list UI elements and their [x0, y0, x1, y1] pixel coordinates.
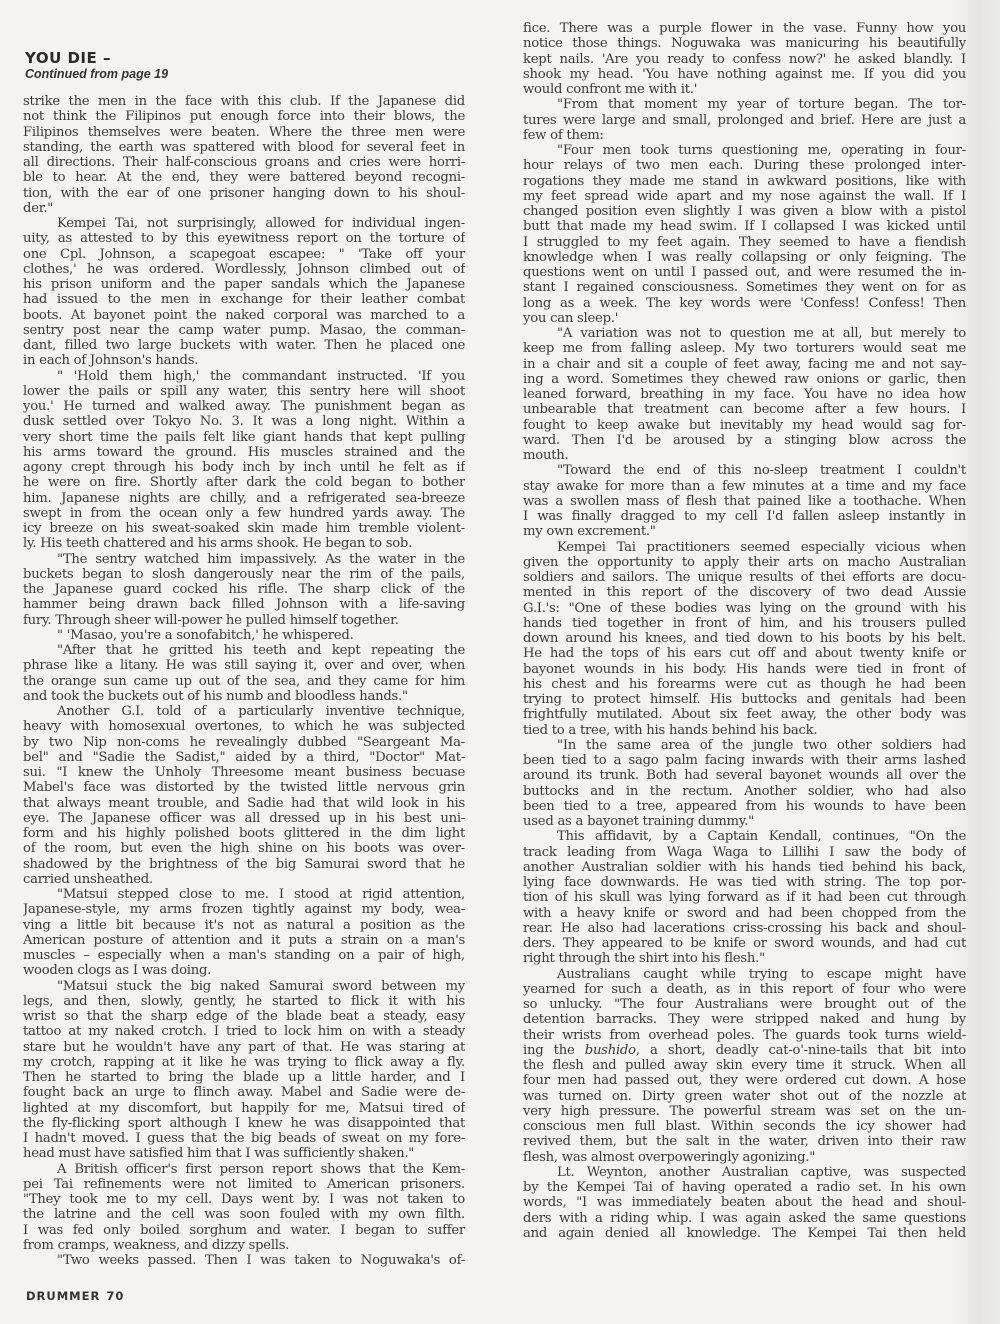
text-line: Lt. Weynton, another Australian captive, was suspected [557, 1164, 966, 1180]
text-line: notice those things. Noguwaka was manicuring his beautifully [523, 36, 966, 52]
text-line: track leading from Waga Waga to Lillihi I saw the body of [523, 844, 966, 860]
text-line: would confront me with it.' [523, 82, 698, 97]
text-line: "After that he gritted his teeth and kept repeating the [57, 643, 465, 658]
text-line: swept in from the ocean only a few hundred yards away. The [23, 505, 465, 521]
text-line: "Toward the end of this no-sleep treatment I couldn't [557, 463, 966, 479]
text-line: " 'Masao, you're a sonofabitch,' he whispered. [57, 627, 354, 643]
text-line: He had the tops of his ears cut off and about twenty knife or [523, 646, 966, 662]
text-line: ing a word. Sometimes they chewed raw onions or garlic, then [523, 371, 966, 387]
text-line: very high pressure. The powerful stream was set on the un- [523, 1103, 966, 1119]
text-line: one Cpl. Johnson, a scapegoat escapee: " 'Take off your [23, 246, 465, 262]
text-line: der." [23, 200, 54, 216]
text-line: he were on fire. Shortly after dark the cold began to bother [23, 475, 465, 491]
text-line: wooden clogs as I was doing. [23, 963, 212, 979]
text-line: few of them: [523, 127, 604, 143]
text-line: sui. "I knew the Unholy Threesome meant business becuase [23, 765, 465, 780]
text-line: unbearable that treatment can become after a few hours. I [523, 402, 966, 418]
text-line: Australians caught while trying to escape might have [557, 966, 966, 982]
text-line: ing the bushido, a short, deadly cat-o'-nine-tails that bit into [523, 1042, 966, 1058]
text-line: their wrists from overhead poles. The guards took turns wield- [523, 1027, 966, 1043]
text-line: so unlucky. "The four Australians were brought out of the [523, 997, 966, 1012]
text-line: phrase like a litany. He was still saying it, over and over, when [23, 658, 465, 674]
text-line: boots. At bayonet point the naked corporal was marched to a [23, 307, 465, 323]
text-line: keep me from falling asleep. My two torturers would seat me [523, 341, 966, 357]
text-line: tures were large and small, prolonged and brief. Here are just a [523, 112, 966, 128]
text-line: fought back an urge to flinch away. Mabel and Sadie were de- [23, 1085, 465, 1101]
text-line: used as a bayonet training dummy." [523, 814, 754, 829]
text-line: conscious men full blast. Within seconds the icy shower had [523, 1119, 966, 1134]
text-line: G.I.'s: "One of these bodies was lying on the ground with his [523, 600, 966, 616]
text-line: "Matsui stepped close to me. I stood at rigid attention, [57, 887, 465, 902]
text-line: given the opportunity to apply their arts on macho Australian [523, 554, 966, 570]
text-line: in a chair and sit a couple of feet away, facing me and not say- [523, 356, 966, 372]
text-line: hands tied together in front of him, and his trousers pulled [523, 615, 966, 631]
text-line: flesh, was almost overpoweringly agonizing." [523, 1149, 816, 1165]
text-line: buttocks and in the rectum. Another soldier, who had also [523, 783, 966, 799]
text-line: clothes,' he was ordered. Wordlessly, Johnson climbed out of [23, 261, 465, 277]
text-line: and again denied all knowledge. The Kempei Tai then held [523, 1225, 966, 1241]
text-line: Kempei Tai practitioners seemed especially vicious when [557, 539, 966, 555]
text-line: I was fed only boiled sorghum and water. I began to suffer [23, 1222, 465, 1238]
text-line: yearned for such a death, as in this report of four who were [523, 981, 966, 997]
text-line: down around his knees, and tied down to his boots by his belt. [523, 631, 966, 646]
publication-name: DRUMMER [26, 1289, 101, 1303]
article-header [25, 50, 168, 82]
article-title: YOU DIE – [25, 49, 111, 67]
text-line: I struggled to my feet again. They seemed to have a fiendish [523, 234, 966, 250]
text-line: from cramps, weakness, and dizzy spells. [23, 1237, 290, 1253]
text-line: mouth. [523, 448, 569, 463]
page-number: 70 [106, 1289, 125, 1303]
text-line: tied to a tree, with his hands behind his back. [523, 722, 818, 738]
text-line: you can sleep.' [523, 310, 619, 326]
text-line: frightfully mutilated. About six feet away, the other body was [523, 707, 966, 723]
text-line: muscles – especially when a man's standing on a pair of high, [23, 948, 465, 963]
text-line: in each of Johnson's hands. [23, 353, 199, 369]
text-line: head must have satisfied him that I was sufficiently shaken." [23, 1146, 415, 1162]
text-line: the orange sun came up out of the sea, and they came for him [23, 673, 465, 689]
text-line: Filipinos themselves were beaten. Where the three men were [23, 124, 465, 140]
text-line: stare but he wouldn't have any part of that. He was staring at [23, 1039, 465, 1055]
continued-from-note: Continued from page 19 [25, 67, 169, 81]
text-line: kept nails. 'Are you ready to confess now?' he asked blandly. I [523, 51, 966, 67]
text-line: Kempei Tai, not surprisingly, allowed for individual ingen- [57, 216, 465, 231]
text-line: shadowed by the brightness of the big Samurai sword that he [23, 856, 465, 872]
text-line: standing, the earth was spattered with blood for several feet in [23, 139, 465, 155]
text-line: my feet spread wide apart and my nose against the wall. If I [523, 188, 966, 204]
text-line: "Four men took turns questioning me, operating in four- [557, 143, 966, 158]
text-line: ders with a riding whip. I was again asked the same questions [523, 1210, 966, 1226]
text-line: Then he started to bring the blade up a little harder, and I [23, 1070, 465, 1085]
text-line: mented in this report of the discovery of two dead Aussie [523, 585, 966, 601]
text-line: not think the Filipinos put enough force into their blows, the [23, 109, 465, 125]
text-line: right through the shirt into his flesh." [523, 951, 765, 967]
text-line: him. Japanese nights are chilly, and a refrigerated sea-breeze [23, 490, 465, 506]
text-line: "A variation was not to question me at all, but merely to [557, 326, 966, 341]
text-line: that always meant trouble, and Sadie had that wild look in his [23, 795, 465, 811]
text-line: another Australian soldier with his hands tied behind his back, [523, 859, 966, 875]
text-line: ward. Then I'd be aroused by a stinging blow across the [523, 432, 966, 448]
text-line: fought to keep awake but inevitably my head would sag for- [523, 417, 966, 433]
text-line: "Two weeks passed. Then I was taken to Noguwaka's of- [57, 1253, 465, 1268]
text-line: by two Nip non-coms he revealingly dubbed "Seargeant Ma- [23, 734, 465, 750]
text-line: questions went on until I passed out, and were resumed the in- [523, 265, 966, 280]
text-line: bel" and "Sadie the Sadist," aided by a third, "Doctor" Mat- [23, 749, 465, 765]
text-line: the latrine and the cell was soon fouled with my own filth. [23, 1207, 465, 1223]
text-line: his chest and his forearms were cut as though he had been [523, 676, 966, 692]
left-column-text [23, 94, 465, 1268]
text-line: form and his highly polished boots glittered in the dim light [23, 826, 465, 841]
text-line: lower the pails or spill any water, this sentry here will shoot [23, 383, 465, 399]
text-line: sentry post near the camp water pump. Masao, the comman- [23, 322, 465, 338]
text-line: the flesh and pulled away skin every time it struck. When all [523, 1058, 966, 1073]
text-line: and took the buckets out of his numb and bloodless hands." [23, 688, 408, 704]
text-line: ders. They appeared to be knife or sword wounds, and had cut [523, 936, 966, 951]
text-line: the Japanese guard cocked his rifle. The sharp click of the [23, 582, 465, 597]
text-line: my own excrement." [523, 524, 656, 540]
text-line: his prison uniform and the paper sandals which the Japanese [23, 277, 465, 292]
text-line: around its trunk. Both had several bayonet wounds all over the [523, 768, 966, 784]
text-line: tion, with the ear of one prisoner hanging down to his shoul- [23, 185, 465, 201]
text-line: This affidavit, by a Captain Kendall, continues, "On the [557, 829, 966, 845]
text-line: ly. His teeth chattered and his arms shook. He began to sob. [23, 536, 413, 552]
text-line: the fly-flicking sport although I knew he was disappointed that [23, 1115, 465, 1131]
text-line: his arms toward the ground. His muscles strained and the [23, 444, 465, 460]
text-line: Mabel's face was distorted by the twisted little nervous grin [23, 780, 465, 796]
text-line: stant I regained consciousness. Sometimes they went on for as [523, 280, 966, 296]
text-line: ving a little bit because it's not as natural a position as the [23, 917, 465, 933]
text-line: knowledge when I was really collapsing or only feigning. The [523, 249, 966, 265]
text-line: leaned forward, breathing in my face. You have no idea how [523, 387, 966, 402]
text-line: dusk settled over Tokyo No. 3. It was a long night. Within a [23, 414, 465, 430]
text-line: lying face downwards. He was tied with string. The top por- [523, 875, 966, 890]
text-line: of the room, but even the high shine on his boots was over- [23, 841, 465, 857]
text-line: butt that made my head swim. If I collapsed I was kicked until [523, 219, 966, 235]
text-line: "From that moment my year of torture began. The tor- [557, 97, 966, 113]
right-column-text [523, 21, 966, 1241]
text-line: "They took me to my cell. Days went by. I was not taken to [23, 1192, 465, 1207]
text-line: was turned on. Dirty green water shot out of the nozzle at [523, 1088, 966, 1104]
text-line: rogations they made me stand in awkward positions, like with [523, 173, 966, 189]
text-line: fice. There was a purple flower in the vase. Funny how you [523, 21, 966, 36]
text-line: buckets began to slosh dangerously near the rim of the pails, [23, 566, 465, 582]
text-line: had issued to the men in exchange for their leather combat [23, 292, 465, 308]
text-line: stay awake for more than a few minutes at a time and my face [523, 478, 966, 494]
page-footer [26, 1289, 124, 1303]
text-line: A British officer's first person report shows that the Kem- [57, 1161, 465, 1177]
text-line: long as a week. The key words were 'Confess! Confess! Then [523, 295, 966, 311]
text-line: fury. Through sheer will-power he pulled himself together. [23, 612, 399, 628]
text-line: I was finally dragged to my cell I'd fallen asleep instantly in [523, 509, 966, 524]
text-line: revived them, but the salt in the water, driven into their raw [523, 1134, 966, 1150]
text-line: shook my head. 'You have nothing against me. If you did you [523, 66, 966, 82]
text-line: lighted at my discomfort, but happily for me, Matsui tired of [23, 1100, 465, 1116]
text-line: Japanese-style, my arms frozen tightly against my body, wea- [23, 902, 465, 918]
text-line: tion of his skull was lying forward as if it had been cut through [523, 890, 966, 906]
text-line: "Matsui stuck the big naked Samurai sword between my [57, 978, 465, 994]
text-line: carried unsheathed. [23, 871, 153, 887]
text-line: all directions. Their half-conscious groans and cries were horri- [23, 155, 465, 170]
text-line: " 'Hold them high,' the commandant instructed. 'If you [57, 368, 465, 384]
text-line: bayonet wounds in his body. His hands were tied in front of [523, 661, 966, 677]
text-line: been tied to a tree, appeared from his wounds to have been [523, 798, 966, 814]
text-line: "The sentry watched him impassively. As the water in the [57, 551, 465, 567]
text-line: hour relays of two men each. During these prolonged inter- [523, 158, 966, 174]
text-line: pei Tai refinements were not limited to American prisoners. [23, 1176, 465, 1192]
text-line: rear. He also had lacerations criss-crossing his back and shoul- [523, 920, 966, 936]
text-line: "In the same area of the jungle two other soldiers had [557, 737, 966, 753]
text-line: legs, and then, slowly, gently, he started to flick it with his [23, 993, 465, 1009]
text-line: with a heavy knife or sword and had been chopped from the [523, 905, 966, 921]
text-line: eye. The Japanese officer was all dressed up in his best uni- [23, 810, 465, 826]
text-line: strike the men in the face with this club. If the Japanese did [23, 94, 465, 109]
text-line: soldiers and sailors. The unique results of thei efforts are docu- [523, 570, 966, 585]
text-line: you.' He turned and walked away. The punishment began as [23, 399, 465, 414]
text-line: very short time the pails felt like giant hands that kept pulling [23, 429, 465, 445]
text-line: dant, filled two large buckets with water. Then he placed one [23, 338, 465, 353]
text-line: words, "I was immediately beaten about the head and shoul- [523, 1195, 966, 1211]
text-line: was a swollen mass of flesh that pained like a toothache. When [523, 493, 966, 509]
italic-term: bushido [584, 1042, 636, 1058]
text-line: wrist so that the sharp edge of the blade beat a steady, easy [23, 1009, 465, 1024]
text-line: been tied to a sago palm facing inwards with their arms lashed [523, 753, 966, 768]
text-line: I hadn't moved. I guess that the big beads of sweat on my fore- [23, 1131, 465, 1146]
text-line: my crotch, rapping at it like he was trying to flick away a fly. [23, 1054, 465, 1070]
text-line: American posture of attention and it puts a strain on a man's [23, 932, 465, 948]
text-line: by the Kempei Tai of having operated a radio set. In his own [523, 1180, 966, 1195]
text-line: uity, as attested to by this eyewitness report on the torture of [23, 231, 465, 247]
text-line: tattoo at my naked crotch. I tried to lock him on with a steady [23, 1024, 465, 1040]
text-line: changed position even slightly I was given a blow with a pistol [523, 204, 966, 219]
text-line: ble to hear. At the end, they were battered beyond recogni- [23, 170, 465, 186]
text-line: agony crept through his body inch by inch until he felt as if [23, 460, 465, 475]
text-line: icy breeze on his sweat-soaked skin made him tremble violent- [23, 521, 465, 536]
text-line: four men had passed out, they were ordered cut down. A hose [523, 1073, 966, 1089]
text-line: hammer being drawn back filled Johnson with a life-saving [23, 597, 465, 613]
text-line: Another G.I. told of a particularly inventive technique, [57, 704, 465, 719]
text-line: detention barracks. They were stripped naked and hung by [523, 1012, 966, 1028]
text-line: heavy with homosexual overtones, to which he was subjected [23, 719, 465, 735]
text-line: trying to protect himself. His buttocks and genitals had been [523, 692, 966, 707]
